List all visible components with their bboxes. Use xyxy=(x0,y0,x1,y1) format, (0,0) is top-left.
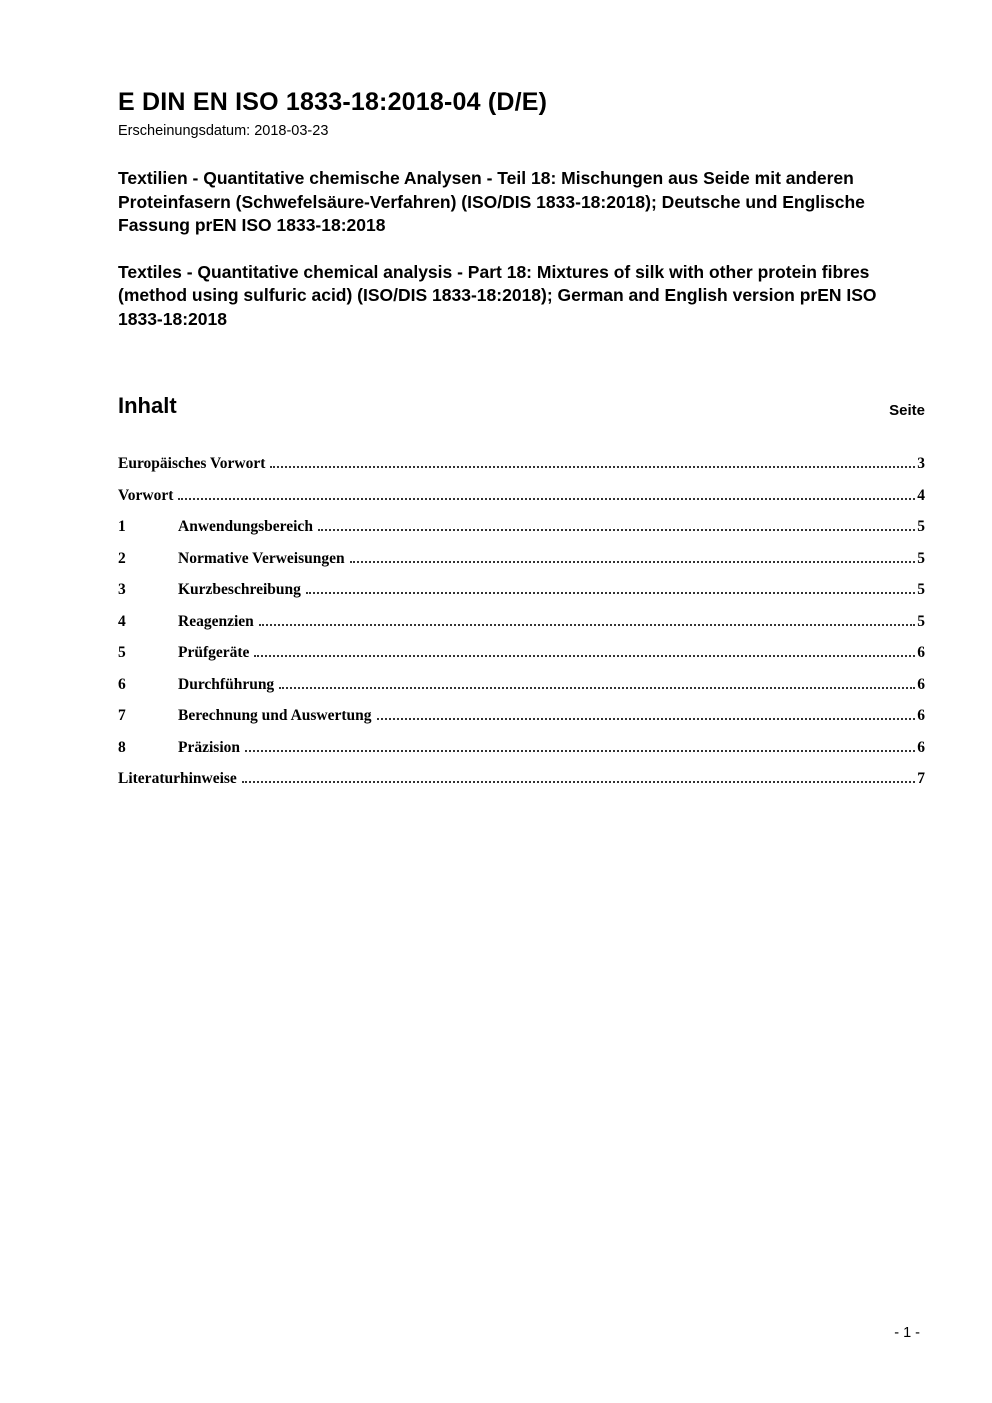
toc-entry xyxy=(118,581,925,599)
toc-entry-page: 5 xyxy=(917,549,925,567)
document-title: E DIN EN ISO 1833-18:2018-04 (D/E) xyxy=(118,88,548,116)
toc-leader-dots xyxy=(178,498,915,500)
toc-header xyxy=(118,393,925,419)
publication-date: Erscheinungsdatum: 2018-03-23 xyxy=(118,123,329,139)
toc-entry-number: 4 xyxy=(118,612,126,630)
toc-entry-label: Prüfgeräte xyxy=(178,644,250,661)
toc-entry-page: 6 xyxy=(917,675,925,693)
toc-entry xyxy=(118,739,925,757)
toc-entry xyxy=(118,644,925,662)
toc-leader-dots xyxy=(350,561,916,563)
toc-entry-page: 5 xyxy=(917,518,925,535)
toc-entry-label: Durchführung xyxy=(178,675,275,693)
toc-entry-number: 1 xyxy=(118,518,126,535)
toc-leader-dots xyxy=(245,750,915,752)
page-number-footer: - 1 - xyxy=(894,1325,920,1341)
toc-entry-label: Normative Verweisungen xyxy=(178,549,345,567)
toc-entry-label: Anwendungsbereich xyxy=(178,518,313,535)
toc-leader-dots xyxy=(306,592,915,594)
toc-entry-number: 7 xyxy=(118,707,126,724)
toc-entry xyxy=(118,518,925,536)
toc-entry-label: Kurzbeschreibung xyxy=(178,581,301,598)
toc-entry-page: 3 xyxy=(917,455,925,472)
toc-entry-page: 6 xyxy=(917,738,925,756)
toc-leader-dots xyxy=(318,529,915,531)
toc-entry-label: Europäisches Vorwort xyxy=(118,455,266,472)
toc-entry xyxy=(118,455,925,473)
toc-entry xyxy=(118,550,925,568)
toc-entry-page: 5 xyxy=(917,581,925,598)
toc-entry xyxy=(118,707,925,725)
german-title-paragraph: Textilien - Quantitative chemische Analysen - Teil 18: Mischungen aus Seide mit anderen Proteinfasern (Schwefelsäure-Verfahren) (ISO/DIS 1833-18:2018); Deutsche und Englische Fassung prEN ISO 1833-18:2018 xyxy=(118,168,865,235)
toc-entry xyxy=(118,676,925,694)
toc-entry-label: Präzision xyxy=(178,738,240,756)
toc-entry-number: 2 xyxy=(118,549,126,567)
toc-entry-label: Vorwort xyxy=(118,486,174,504)
toc-leader-dots xyxy=(259,624,915,626)
toc-entry-label: Berechnung und Auswertung xyxy=(178,707,372,724)
toc-leader-dots xyxy=(377,718,916,720)
toc-heading: Inhalt xyxy=(118,393,177,418)
toc-leader-dots xyxy=(270,466,915,468)
toc-entry xyxy=(118,613,925,631)
toc-entry-label: Reagenzien xyxy=(178,612,254,630)
toc-entry-page: 7 xyxy=(917,770,925,787)
toc-leader-dots xyxy=(254,655,915,657)
toc-entry-page: 5 xyxy=(917,612,925,630)
toc-entry-number: 6 xyxy=(118,675,126,693)
toc-entry-number: 8 xyxy=(118,738,126,756)
toc-entry-page: 4 xyxy=(917,486,925,504)
toc-entry-page: 6 xyxy=(917,644,925,661)
toc-leader-dots xyxy=(279,687,915,689)
toc-list xyxy=(118,455,925,788)
english-title-paragraph: Textiles - Quantitative chemical analysis - Part 18: Mixtures of silk with other protein fibres (method using sulfuric acid) (ISO/DIS 1833-18:2018); German and English version prEN ISO 1833-18:2018 xyxy=(118,261,877,329)
toc-page-column-label: Seite xyxy=(889,402,925,419)
toc-entry xyxy=(118,770,925,788)
toc-entry-number: 3 xyxy=(118,581,126,598)
toc-entry-label: Literaturhinweise xyxy=(118,770,237,787)
toc-leader-dots xyxy=(242,781,915,783)
toc-entry xyxy=(118,487,925,505)
toc-entry-page: 6 xyxy=(917,707,925,724)
toc-entry-number: 5 xyxy=(118,644,126,661)
